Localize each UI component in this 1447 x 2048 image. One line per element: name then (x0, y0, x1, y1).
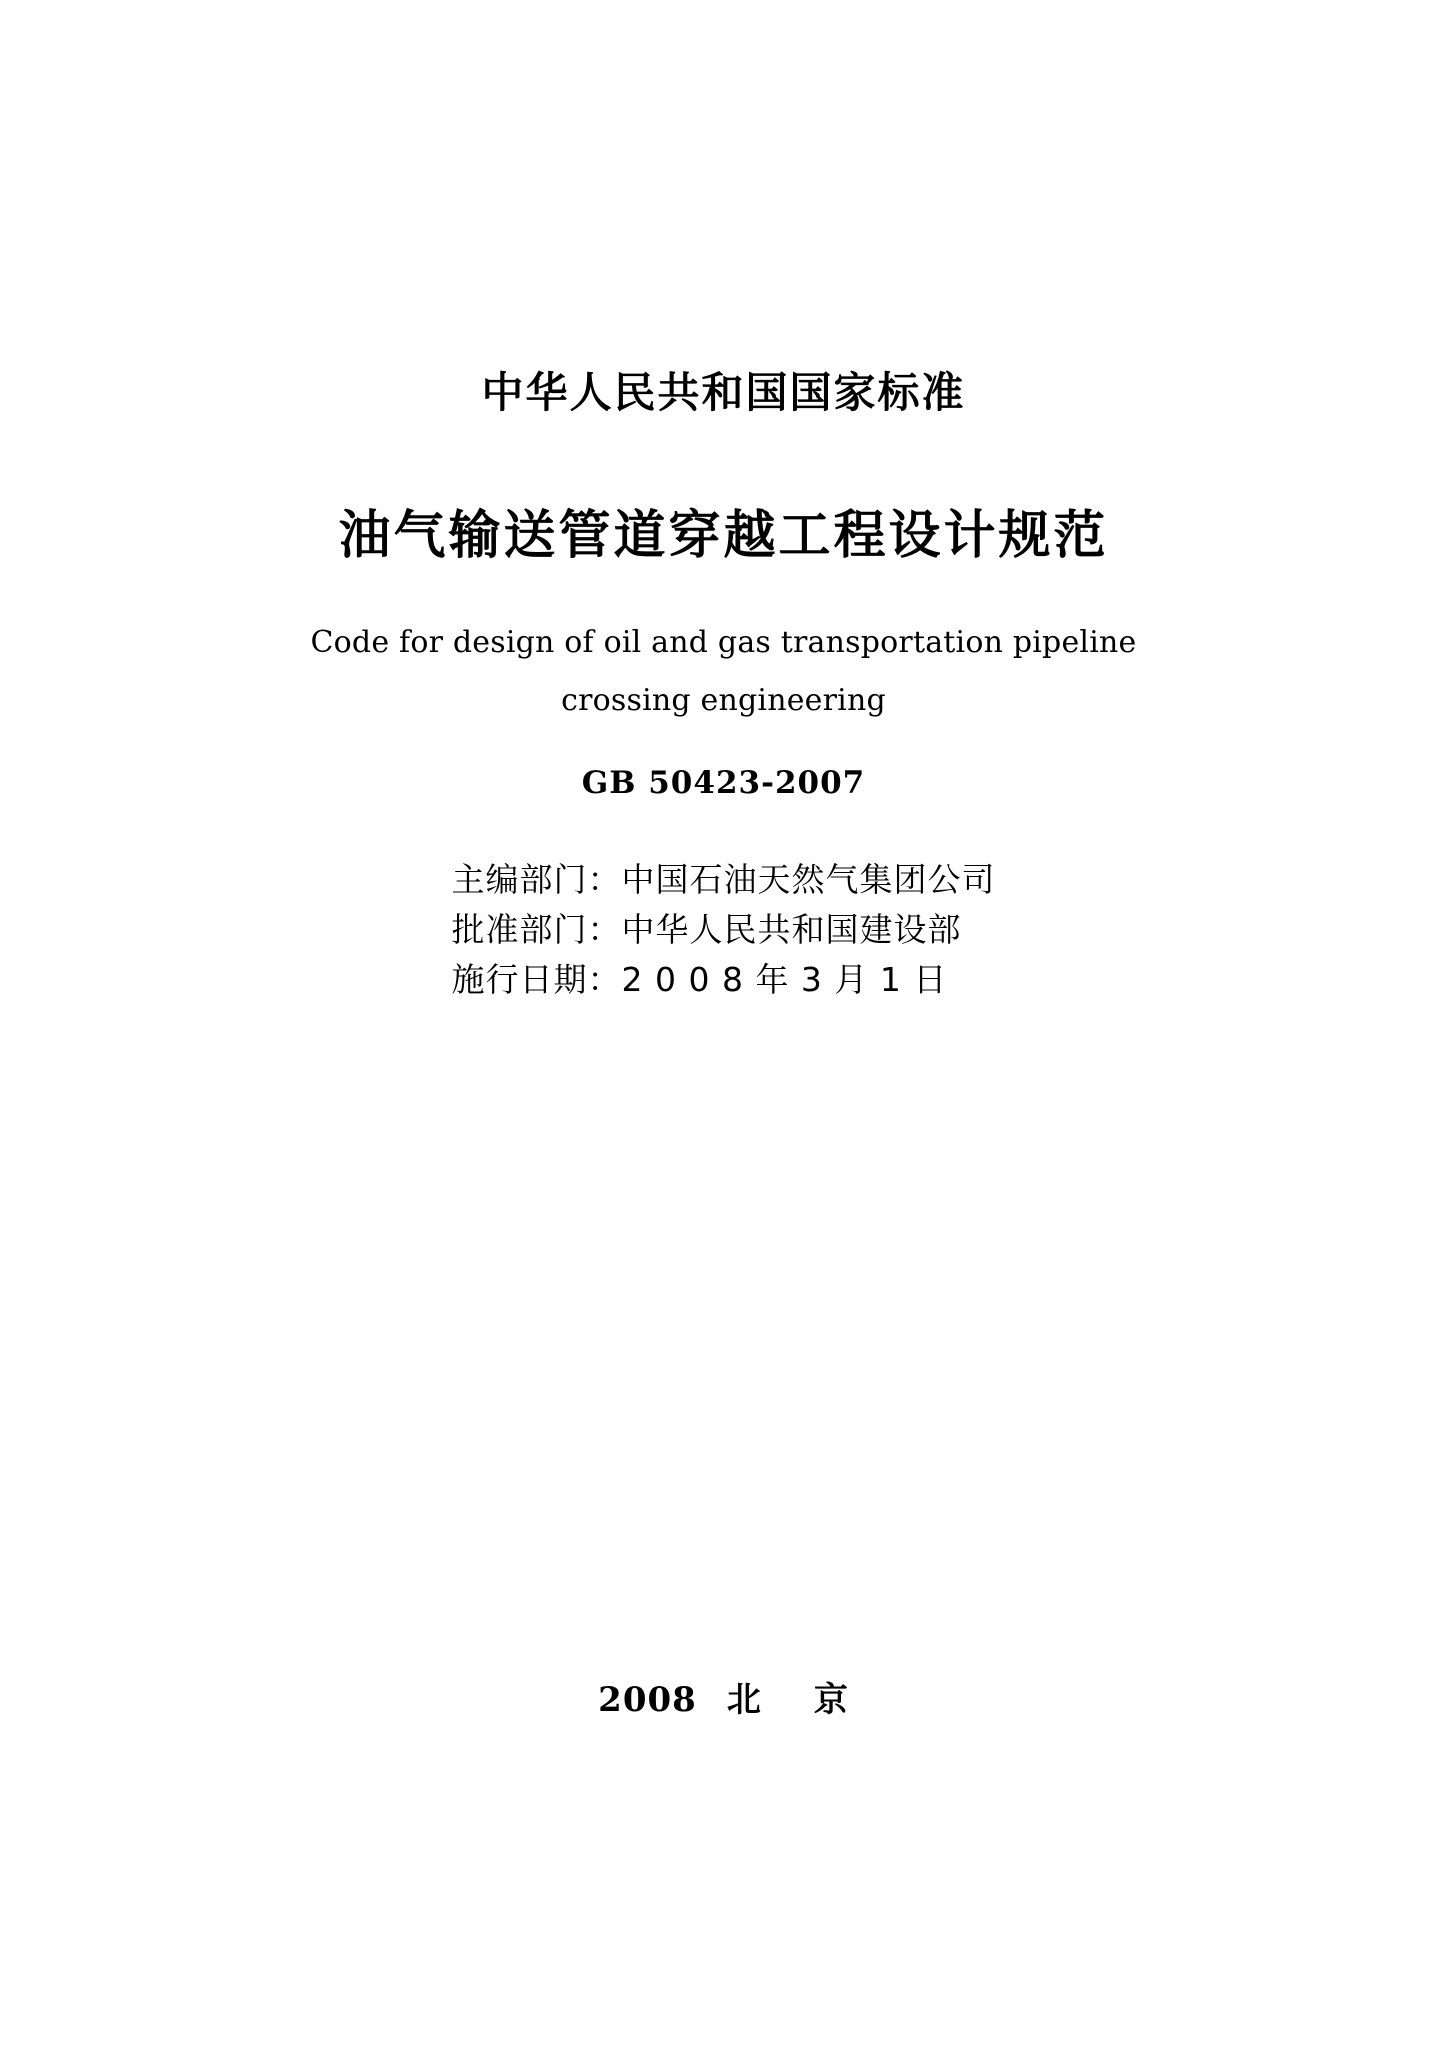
publication-city-char-2: 京 (813, 1680, 849, 1720)
standard-code: GB 50423-2007 (581, 765, 866, 801)
publication-city-char-1: 北 (726, 1680, 762, 1720)
publication-year: 2008 (598, 1680, 697, 1720)
english-title-line-1: Code for design of oil and gas transportation pipeline (310, 625, 1137, 660)
editor-department: 主编部门：中国石油天然气集团公司 (451, 860, 996, 899)
page-title: 油气输送管道穿越工程设计规范 (338, 506, 1109, 566)
publication-footer (0, 1680, 1447, 1721)
issuing-info (0, 855, 1447, 1005)
approval-department: 批准部门：中华人民共和国建设部 (451, 910, 962, 950)
standard-organization-heading: 中华人民共和国国家标准 (481, 368, 966, 417)
english-title-line-2: crossing engineering (561, 683, 886, 718)
effective-date: 施行日期：2 0 0 8 年 3 月 1 日 (451, 960, 948, 1000)
